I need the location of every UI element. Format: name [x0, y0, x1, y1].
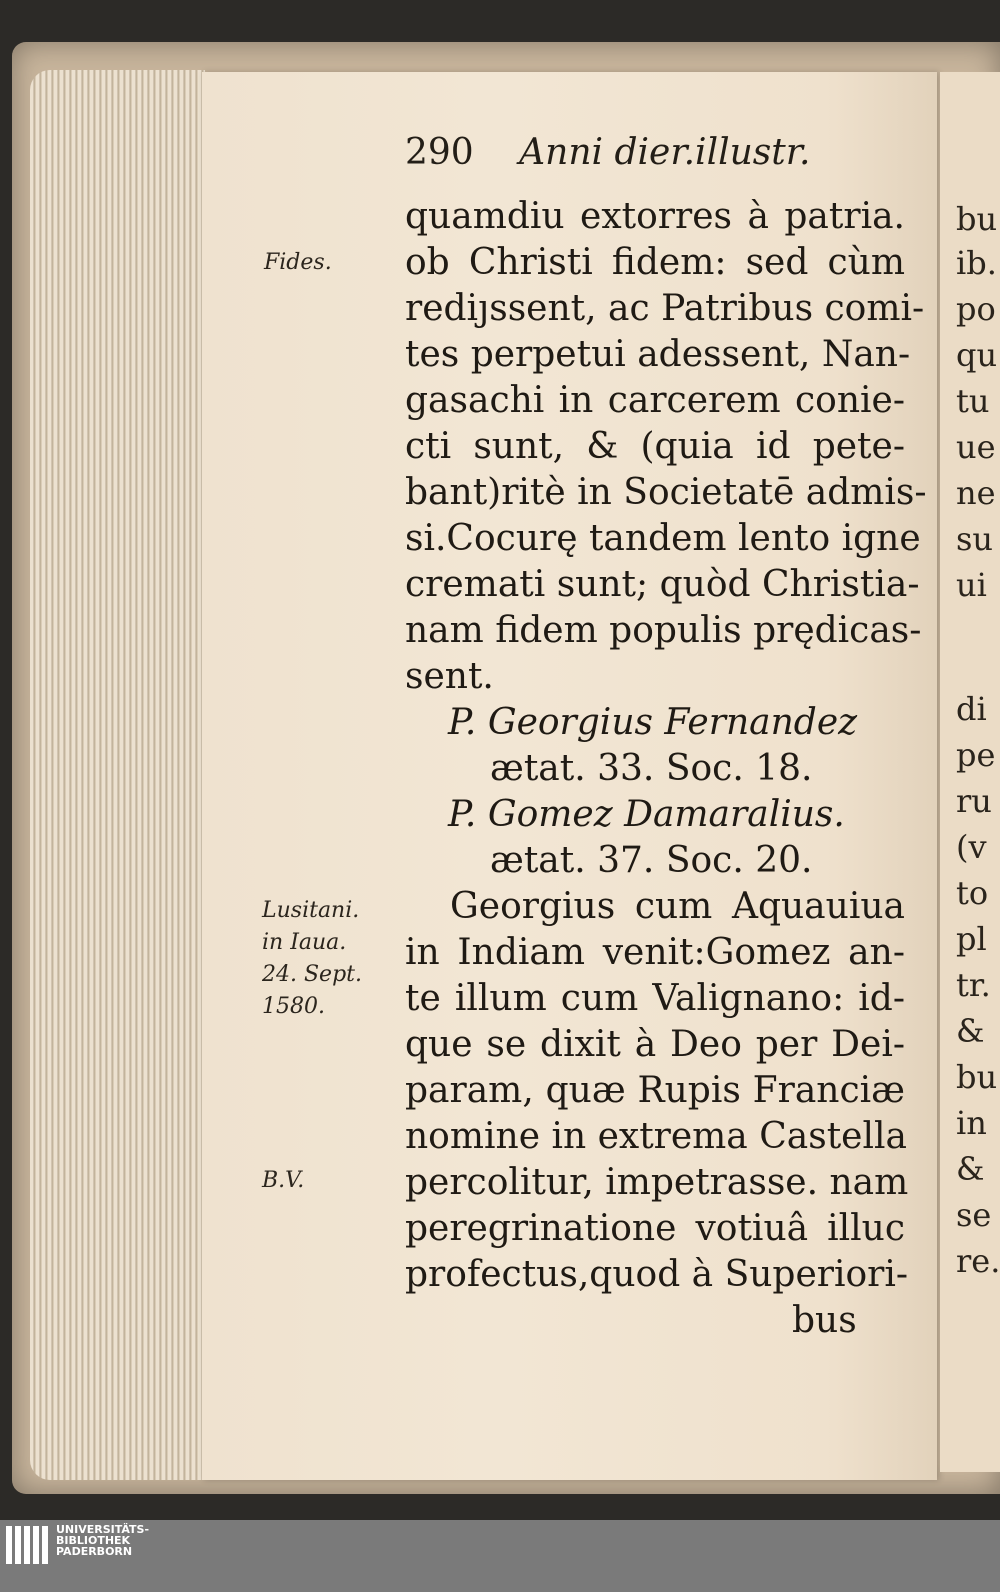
margin-note: Lusitani. — [262, 898, 360, 923]
text-line: nomine in extrema Castella — [405, 1116, 907, 1157]
text-line: quamdiu extorres à patria. — [405, 196, 905, 237]
page-header — [405, 132, 810, 173]
text-line: sent. — [405, 656, 494, 697]
text-line: P. Georgius Fernandez — [448, 702, 858, 743]
next-page-text: to — [956, 874, 989, 912]
text-line: cremati sunt; quòd Christia- — [405, 564, 920, 605]
next-page-text: ib. — [956, 244, 997, 282]
text-line: in Indiam venit:Gomez an- — [405, 932, 905, 973]
text-line: que se dixit à Deo per Dei- — [405, 1024, 905, 1065]
text-line: cti sunt, & (quia id pete- — [405, 426, 905, 467]
text-line: tes perpetui adessent, Nan- — [405, 334, 911, 375]
next-page-text: di — [956, 690, 987, 728]
next-page-text: ne — [956, 474, 996, 512]
text-line: te illum cum Valignano: id- — [405, 978, 905, 1019]
next-page-text: su — [956, 520, 994, 558]
text-line: Georgius cum Aquauiua — [450, 886, 905, 927]
next-page-text: qu — [956, 336, 998, 374]
margin-note: Fides. — [264, 250, 332, 275]
text-line: percolitur, impetrasse. nam — [405, 1162, 909, 1203]
text-line: profectus,quod à Superiori- — [405, 1254, 909, 1295]
margin-note: 1580. — [262, 994, 325, 1019]
text-line: ætat. 37. Soc. 20. — [490, 840, 813, 881]
library-name: UNIVERSITÄTS- BIBLIOTHEK PADERBORN — [56, 1523, 150, 1558]
next-page-text: po — [956, 290, 996, 328]
page-edges — [30, 70, 205, 1480]
text-line: P. Gomez Damaralius. — [448, 794, 845, 835]
next-page-text: se — [956, 1196, 992, 1234]
facing-page-fragment — [940, 72, 1000, 1472]
text-line: rediȷssent, ac Patribus comi- — [405, 288, 925, 329]
text-line: peregrinatione votiuâ illuc — [405, 1208, 905, 1249]
next-page-text: & — [956, 1150, 985, 1188]
next-page-text: ru — [956, 782, 992, 820]
text-line: gasachi in carcerem conie- — [405, 380, 905, 421]
text-line: bant)ritè in Societatē admis- — [405, 472, 927, 513]
next-page-text: (v — [956, 828, 987, 866]
next-page-text: pe — [956, 736, 996, 774]
text-line: si.Cocurę tandem lento igne — [405, 518, 921, 559]
next-page-text: in — [956, 1104, 987, 1142]
margin-note: 24. Sept. — [262, 962, 362, 987]
catchword: bus — [792, 1300, 857, 1341]
next-page-text: ue — [956, 428, 996, 466]
next-page-text: ui — [956, 566, 987, 604]
library-logo-icon — [6, 1526, 48, 1566]
next-page-text: tr. — [956, 966, 991, 1004]
next-page-text: bu — [956, 1058, 998, 1096]
text-line: ætat. 33. Soc. 18. — [490, 748, 813, 789]
next-page-text: re. — [956, 1242, 1000, 1280]
running-title: Anni dier.illustr. — [519, 132, 811, 173]
text-line: param, quæ Rupis Franciæ — [405, 1070, 905, 1111]
text-line: ob Christi fidem: sed cùm — [405, 242, 905, 283]
page-number: 290 — [405, 132, 474, 173]
next-page-text: tu — [956, 382, 990, 420]
next-page-text: bu — [956, 200, 998, 238]
footer-bar — [0, 1520, 1000, 1592]
next-page-text: pl — [956, 920, 987, 958]
margin-note: B.V. — [262, 1168, 305, 1193]
next-page-text: & — [956, 1012, 985, 1050]
margin-note: in Iaua. — [262, 930, 347, 955]
text-line: nam fidem populis prędicas- — [405, 610, 922, 651]
